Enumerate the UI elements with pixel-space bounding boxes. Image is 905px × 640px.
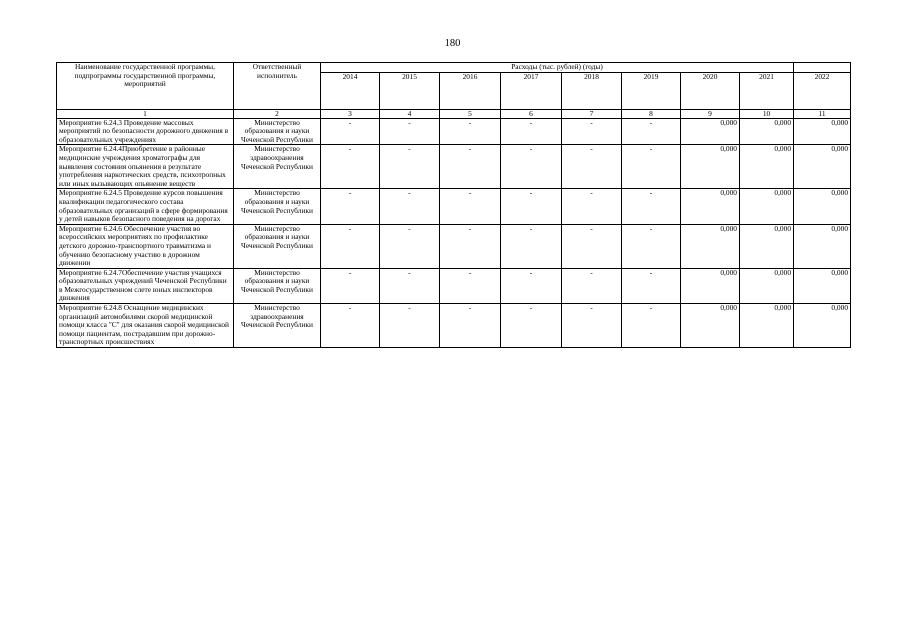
header-year: 2015 <box>380 72 440 109</box>
page-number: 180 <box>444 38 461 49</box>
expense-cell: - <box>380 189 440 224</box>
expense-cell: - <box>501 189 562 224</box>
expense-cell: - <box>562 268 622 303</box>
column-number: 1 <box>57 109 234 118</box>
responsible-executor: Министерство образования и науки Чеченской Республики <box>234 224 321 268</box>
expense-cell: 0,000 <box>681 268 740 303</box>
expense-cell: 0,000 <box>794 304 851 348</box>
expense-cell: - <box>380 304 440 348</box>
expense-cell: 0,000 <box>681 224 740 268</box>
responsible-executor: Министерство здравоохранения Чеченской Республики <box>234 304 321 348</box>
expense-cell: - <box>562 304 622 348</box>
expense-cell: - <box>622 145 681 189</box>
header-year: 2021 <box>740 72 794 109</box>
expense-cell: - <box>321 189 380 224</box>
expense-cell: - <box>321 304 380 348</box>
column-number: 8 <box>622 109 681 118</box>
expense-cell: 0,000 <box>740 145 794 189</box>
measure-name: Мероприятие 6.24.3 Проведение массовых мероприятий по безопасности дорожного движения в образовательных учреждениях <box>57 118 234 145</box>
table-row <box>57 224 851 268</box>
header-expenses: Расходы (тыс. рублей) (годы) <box>321 63 794 73</box>
header-year: 2017 <box>501 72 562 109</box>
expense-cell: 0,000 <box>740 304 794 348</box>
responsible-executor: Министерство образования и науки Чеченской Республики <box>234 189 321 224</box>
column-number: 10 <box>740 109 794 118</box>
expense-cell: - <box>501 304 562 348</box>
expense-cell: 0,000 <box>740 189 794 224</box>
column-number: 7 <box>562 109 622 118</box>
expense-cell: - <box>380 118 440 145</box>
measure-name: Мероприятие 6.24.6 Обеспечение участия во всероссийских мероприятиях по профилактике детского дорожно-транспортного травматизма и обучению безопасному участию в дорожном движении <box>57 224 234 268</box>
column-number: 3 <box>321 109 380 118</box>
expense-cell: - <box>440 224 501 268</box>
expense-cell: - <box>562 224 622 268</box>
column-number: 5 <box>440 109 501 118</box>
expense-cell: - <box>440 268 501 303</box>
expense-cell: 0,000 <box>681 118 740 145</box>
expense-cell: - <box>380 268 440 303</box>
expense-cell: - <box>622 118 681 145</box>
expense-cell: 0,000 <box>681 189 740 224</box>
expense-cell: - <box>562 145 622 189</box>
header-year: 2020 <box>681 72 740 109</box>
expense-cell: - <box>380 145 440 189</box>
expense-cell: - <box>501 118 562 145</box>
expense-cell: - <box>321 268 380 303</box>
header-year: 2018 <box>562 72 622 109</box>
column-numbers-row <box>57 109 851 118</box>
table-header <box>57 63 851 119</box>
expense-cell: 0,000 <box>794 189 851 224</box>
column-number: 6 <box>501 109 562 118</box>
expense-cell: - <box>501 268 562 303</box>
expense-cell: 0,000 <box>740 268 794 303</box>
measure-name: Мероприятие 6.24.7Обеспечение участия учащихся образовательных учреждений Чеченской Республики в Межгосударственном слете юных инспекторов движения <box>57 268 234 303</box>
table-row <box>57 304 851 348</box>
expense-cell: - <box>440 145 501 189</box>
table-row <box>57 189 851 224</box>
expense-cell: 0,000 <box>794 118 851 145</box>
budget-table <box>56 62 851 348</box>
expense-cell: - <box>562 189 622 224</box>
measure-name: Мероприятие 6.24.5 Проведение курсов повышения квалификации педагогического состава образовательных организаций в сфере формирования у детей навыков безопасного поведения на дорогах <box>57 189 234 224</box>
header-year: 2014 <box>321 72 380 109</box>
expense-cell: - <box>440 189 501 224</box>
header-year: 2016 <box>440 72 501 109</box>
expense-cell: - <box>501 145 562 189</box>
header-empty-cell <box>794 63 851 73</box>
expense-cell: - <box>380 224 440 268</box>
responsible-executor: Министерство здравоохранения Чеченской Республики <box>234 145 321 189</box>
table-row <box>57 118 851 145</box>
column-number: 11 <box>794 109 851 118</box>
header-year: 2019 <box>622 72 681 109</box>
responsible-executor: Министерство образования и науки Чеченской Республики <box>234 268 321 303</box>
table-row <box>57 145 851 189</box>
expense-cell: - <box>321 224 380 268</box>
expense-cell: - <box>622 224 681 268</box>
header-year: 2022 <box>794 72 851 109</box>
expense-cell: - <box>440 304 501 348</box>
expense-cell: - <box>440 118 501 145</box>
column-number: 4 <box>380 109 440 118</box>
header-name-column: Наименование государственной программы, подпрограммы государственной программы, мероприятий <box>57 63 234 110</box>
column-number: 9 <box>681 109 740 118</box>
expense-cell: 0,000 <box>794 224 851 268</box>
expense-cell: 0,000 <box>681 145 740 189</box>
expense-cell: - <box>622 304 681 348</box>
expense-cell: - <box>622 268 681 303</box>
expense-cell: - <box>321 118 380 145</box>
header-responsible-column: Ответственный исполнитель <box>234 63 321 110</box>
expense-cell: 0,000 <box>794 268 851 303</box>
expense-cell: - <box>321 145 380 189</box>
measure-name: Мероприятие 6.24.4Приобретение в районные медицинские учреждения хроматографы для выявления состояния опьянения в результате употребления наркотических средств, психотропных или иных вызывающих опьянение веществ <box>57 145 234 189</box>
expense-cell: - <box>501 224 562 268</box>
column-number: 2 <box>234 109 321 118</box>
expense-cell: - <box>562 118 622 145</box>
expense-cell: 0,000 <box>740 224 794 268</box>
table-row <box>57 268 851 303</box>
measure-name: Мероприятие 6.24.8 Оснащение медицинских организаций автомобилями скорой медицинской помощи класса "С" для оказания скорой медицинской помощи пациентам, пострадавшим при дорожно-транспортных происшествиях <box>57 304 234 348</box>
expense-cell: 0,000 <box>681 304 740 348</box>
responsible-executor: Министерство образования и науки Чеченской Республики <box>234 118 321 145</box>
expense-cell: 0,000 <box>794 145 851 189</box>
table-body <box>57 118 851 347</box>
expense-cell: - <box>622 189 681 224</box>
expense-cell: 0,000 <box>740 118 794 145</box>
